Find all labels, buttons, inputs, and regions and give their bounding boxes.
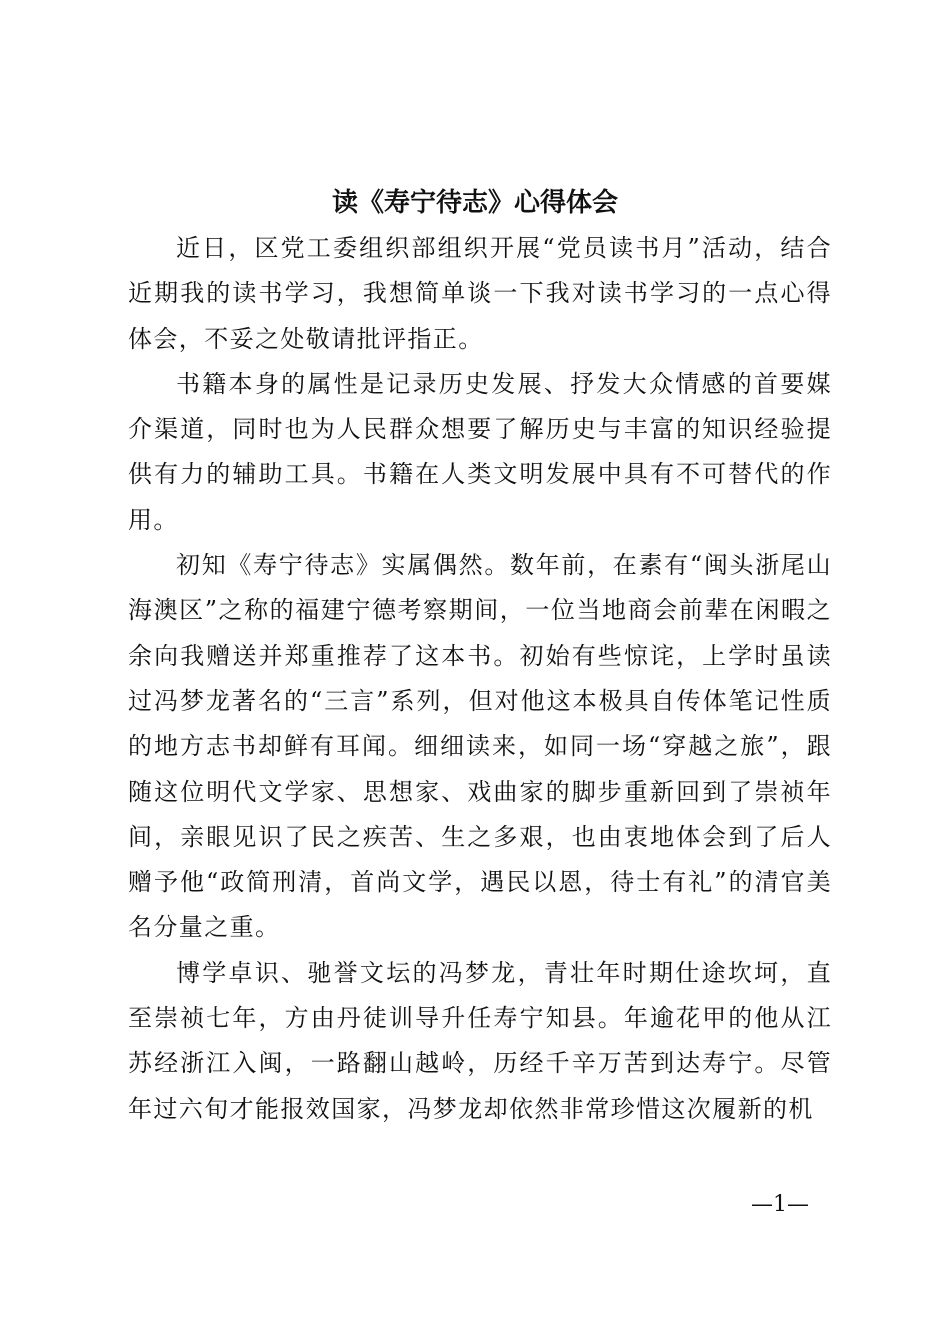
paragraph-intro: 近日，区党工委组织部组织开展“党员读书月”活动，结合近期我的读书学习，我想简单谈一下我对读书学习的一点心得体会，不妥之处敬请批评指正。 xyxy=(128,234,832,353)
paragraph-first-encounter: 初知《寿宁待志》实属偶然。数年前，在素有“闽头浙尾山海澳区”之称的福建宁德考察期间，一位当地商会前辈在闲暇之余向我赠送并郑重推荐了这本书。初始有些惊诧，上学时虽读过冯梦龙著名的“三言”系列，但对他这本极具自传体笔记性质的地方志书却鲜有耳闻。细细读来，如同一场“穿越之旅”，跟随这位明代文学家、思想家、戏曲家的脚步重新回到了崇祯年间，亲眼见识了民之疾苦、生之多艰，也由衷地体会到了后人赠予他“政简刑清，首尚文学，遇民以恩，待士有礼”的清官美名分量之重。 xyxy=(128,551,832,942)
paragraph-books: 书籍本身的属性是记录历史发展、抒发大众情感的首要媒介渠道，同时也为人民群众想要了解历史与丰富的知识经验提供有力的辅助工具。书籍在人类文明发展中具有不可替代的作用。 xyxy=(128,369,832,534)
document-body xyxy=(128,226,832,1132)
page-number: —1— xyxy=(751,1192,809,1217)
document-title: 读《寿宁待志》心得体会 xyxy=(331,188,618,218)
paragraph-feng-menglong: 博学卓识、驰誉文坛的冯梦龙，青壮年时期仕途坎坷，直至崇祯七年，方由丹徒训导升任寿宁知县。年逾花甲的他从江苏经浙江入闽，一路翻山越岭，历经千辛万苦到达寿宁。尽管年过六旬才能报效国家，冯梦龙却依然非常珍惜这次履新的机 xyxy=(128,958,832,1123)
